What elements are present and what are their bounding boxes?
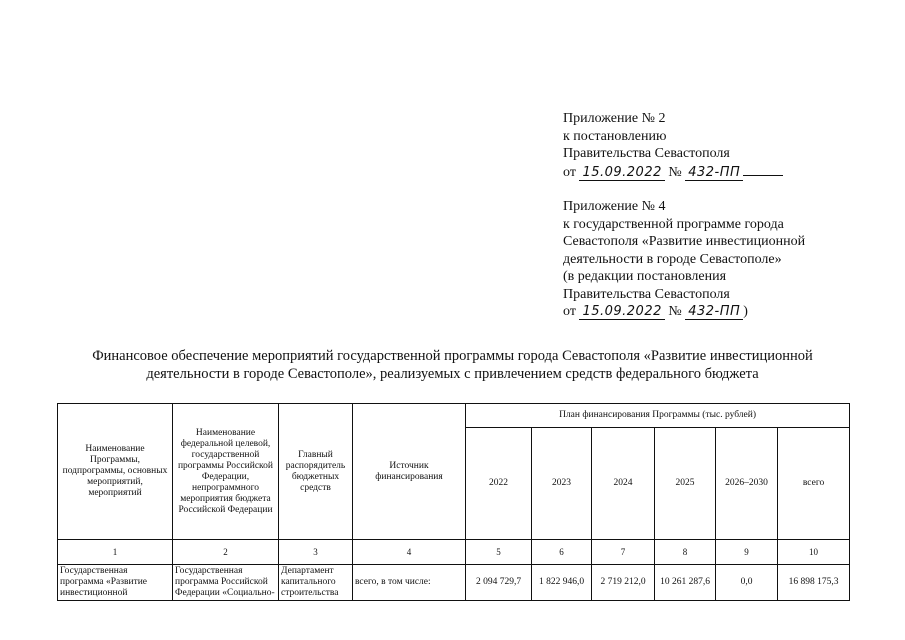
number-sign: № <box>668 304 682 319</box>
cell-value-2025: 10 261 287,6 <box>655 565 716 601</box>
column-number-row <box>58 540 850 565</box>
header-year: 2022 <box>466 428 532 540</box>
appendix-4-line: Севастополя «Развитие инвестиционной <box>563 234 806 249</box>
column-number: 8 <box>655 540 716 565</box>
number-sign: № <box>668 164 682 180</box>
handwritten-number: 432-ПП <box>685 305 743 320</box>
table-row <box>58 565 850 601</box>
appendix-4-date-line <box>563 303 805 321</box>
column-number: 5 <box>466 540 532 565</box>
cell-value-total: 16 898 175,3 <box>778 565 850 601</box>
appendix-2-line: к постановлению <box>563 128 667 144</box>
appendix-4-line: к государственной программе города <box>563 216 784 232</box>
cell-value-2024: 2 719 212,0 <box>592 565 655 601</box>
column-number: 10 <box>778 540 850 565</box>
appendix-4-line: (в редакции постановления <box>563 269 727 284</box>
column-number: 6 <box>532 540 592 565</box>
document-title <box>50 347 855 383</box>
header-funding-source: Источник финансирования <box>353 404 466 540</box>
cell-program-name: Государственная программа «Развитие инвестиционной <box>58 565 173 601</box>
column-number: 3 <box>279 540 353 565</box>
appendix-2-line: Правительства Севастополя <box>563 146 730 161</box>
column-number: 7 <box>592 540 655 565</box>
cell-value-2022: 2 094 729,7 <box>466 565 532 601</box>
date-prefix: от <box>563 164 576 180</box>
appendix-4-title: Приложение № 4 <box>563 199 666 214</box>
appendix-4-line: Правительства Севастополя <box>563 286 730 302</box>
column-number: 1 <box>58 540 173 565</box>
cell-chief-administrator: Департамент капитального строительства <box>279 565 353 601</box>
header-program-name: Наименование Программы, подпрограммы, основных мероприятий, мероприятий <box>58 404 173 540</box>
title-line-1: Финансовое обеспечение мероприятий государственной программы города Севастополя «Развитие инвестиционной <box>92 348 813 364</box>
header-chief-administrator: Главный распорядитель бюджетных средств <box>279 404 353 540</box>
handwritten-date: 15.09.2022 <box>579 166 664 181</box>
appendix-2-title: Приложение № 2 <box>563 111 666 126</box>
column-number: 4 <box>353 540 466 565</box>
cell-value-2026-2030: 0,0 <box>716 565 778 601</box>
cell-value-2023: 1 822 946,0 <box>532 565 592 601</box>
header-total: всего <box>778 428 850 540</box>
handwritten-date: 15.09.2022 <box>579 305 664 320</box>
appendix-4-line: деятельности в городе Севастополе» <box>563 251 782 267</box>
column-number: 9 <box>716 540 778 565</box>
header-year: 2024 <box>592 428 655 540</box>
header-year: 2025 <box>655 428 716 540</box>
handwritten-number: 432-ПП <box>685 166 743 181</box>
header-year: 2026–2030 <box>716 428 778 540</box>
appendix-2-date-line <box>563 163 783 182</box>
header-financing-plan: План финансирования Программы (тыс. рублей) <box>466 404 850 428</box>
closing-paren: ) <box>743 304 748 319</box>
cell-federal-program: Государственная программа Российской Федерации «Социально- <box>173 565 279 601</box>
cell-funding-source: всего, в том числе: <box>353 565 466 601</box>
appendix-2-block <box>563 110 783 181</box>
header-federal-program: Наименование федеральной целевой, государственной программы Российской Федерации, непрограммного мероприятия бюджета Российской Федерации <box>173 404 279 540</box>
date-prefix: от <box>563 304 576 319</box>
header-year: 2023 <box>532 428 592 540</box>
blank-underline <box>743 163 783 176</box>
financing-table <box>57 403 850 601</box>
column-number: 2 <box>173 540 279 565</box>
appendix-4-block <box>563 198 805 321</box>
title-line-2: деятельности в городе Севастополе», реализуемых с привлечением средств федерального бюджета <box>146 366 759 382</box>
